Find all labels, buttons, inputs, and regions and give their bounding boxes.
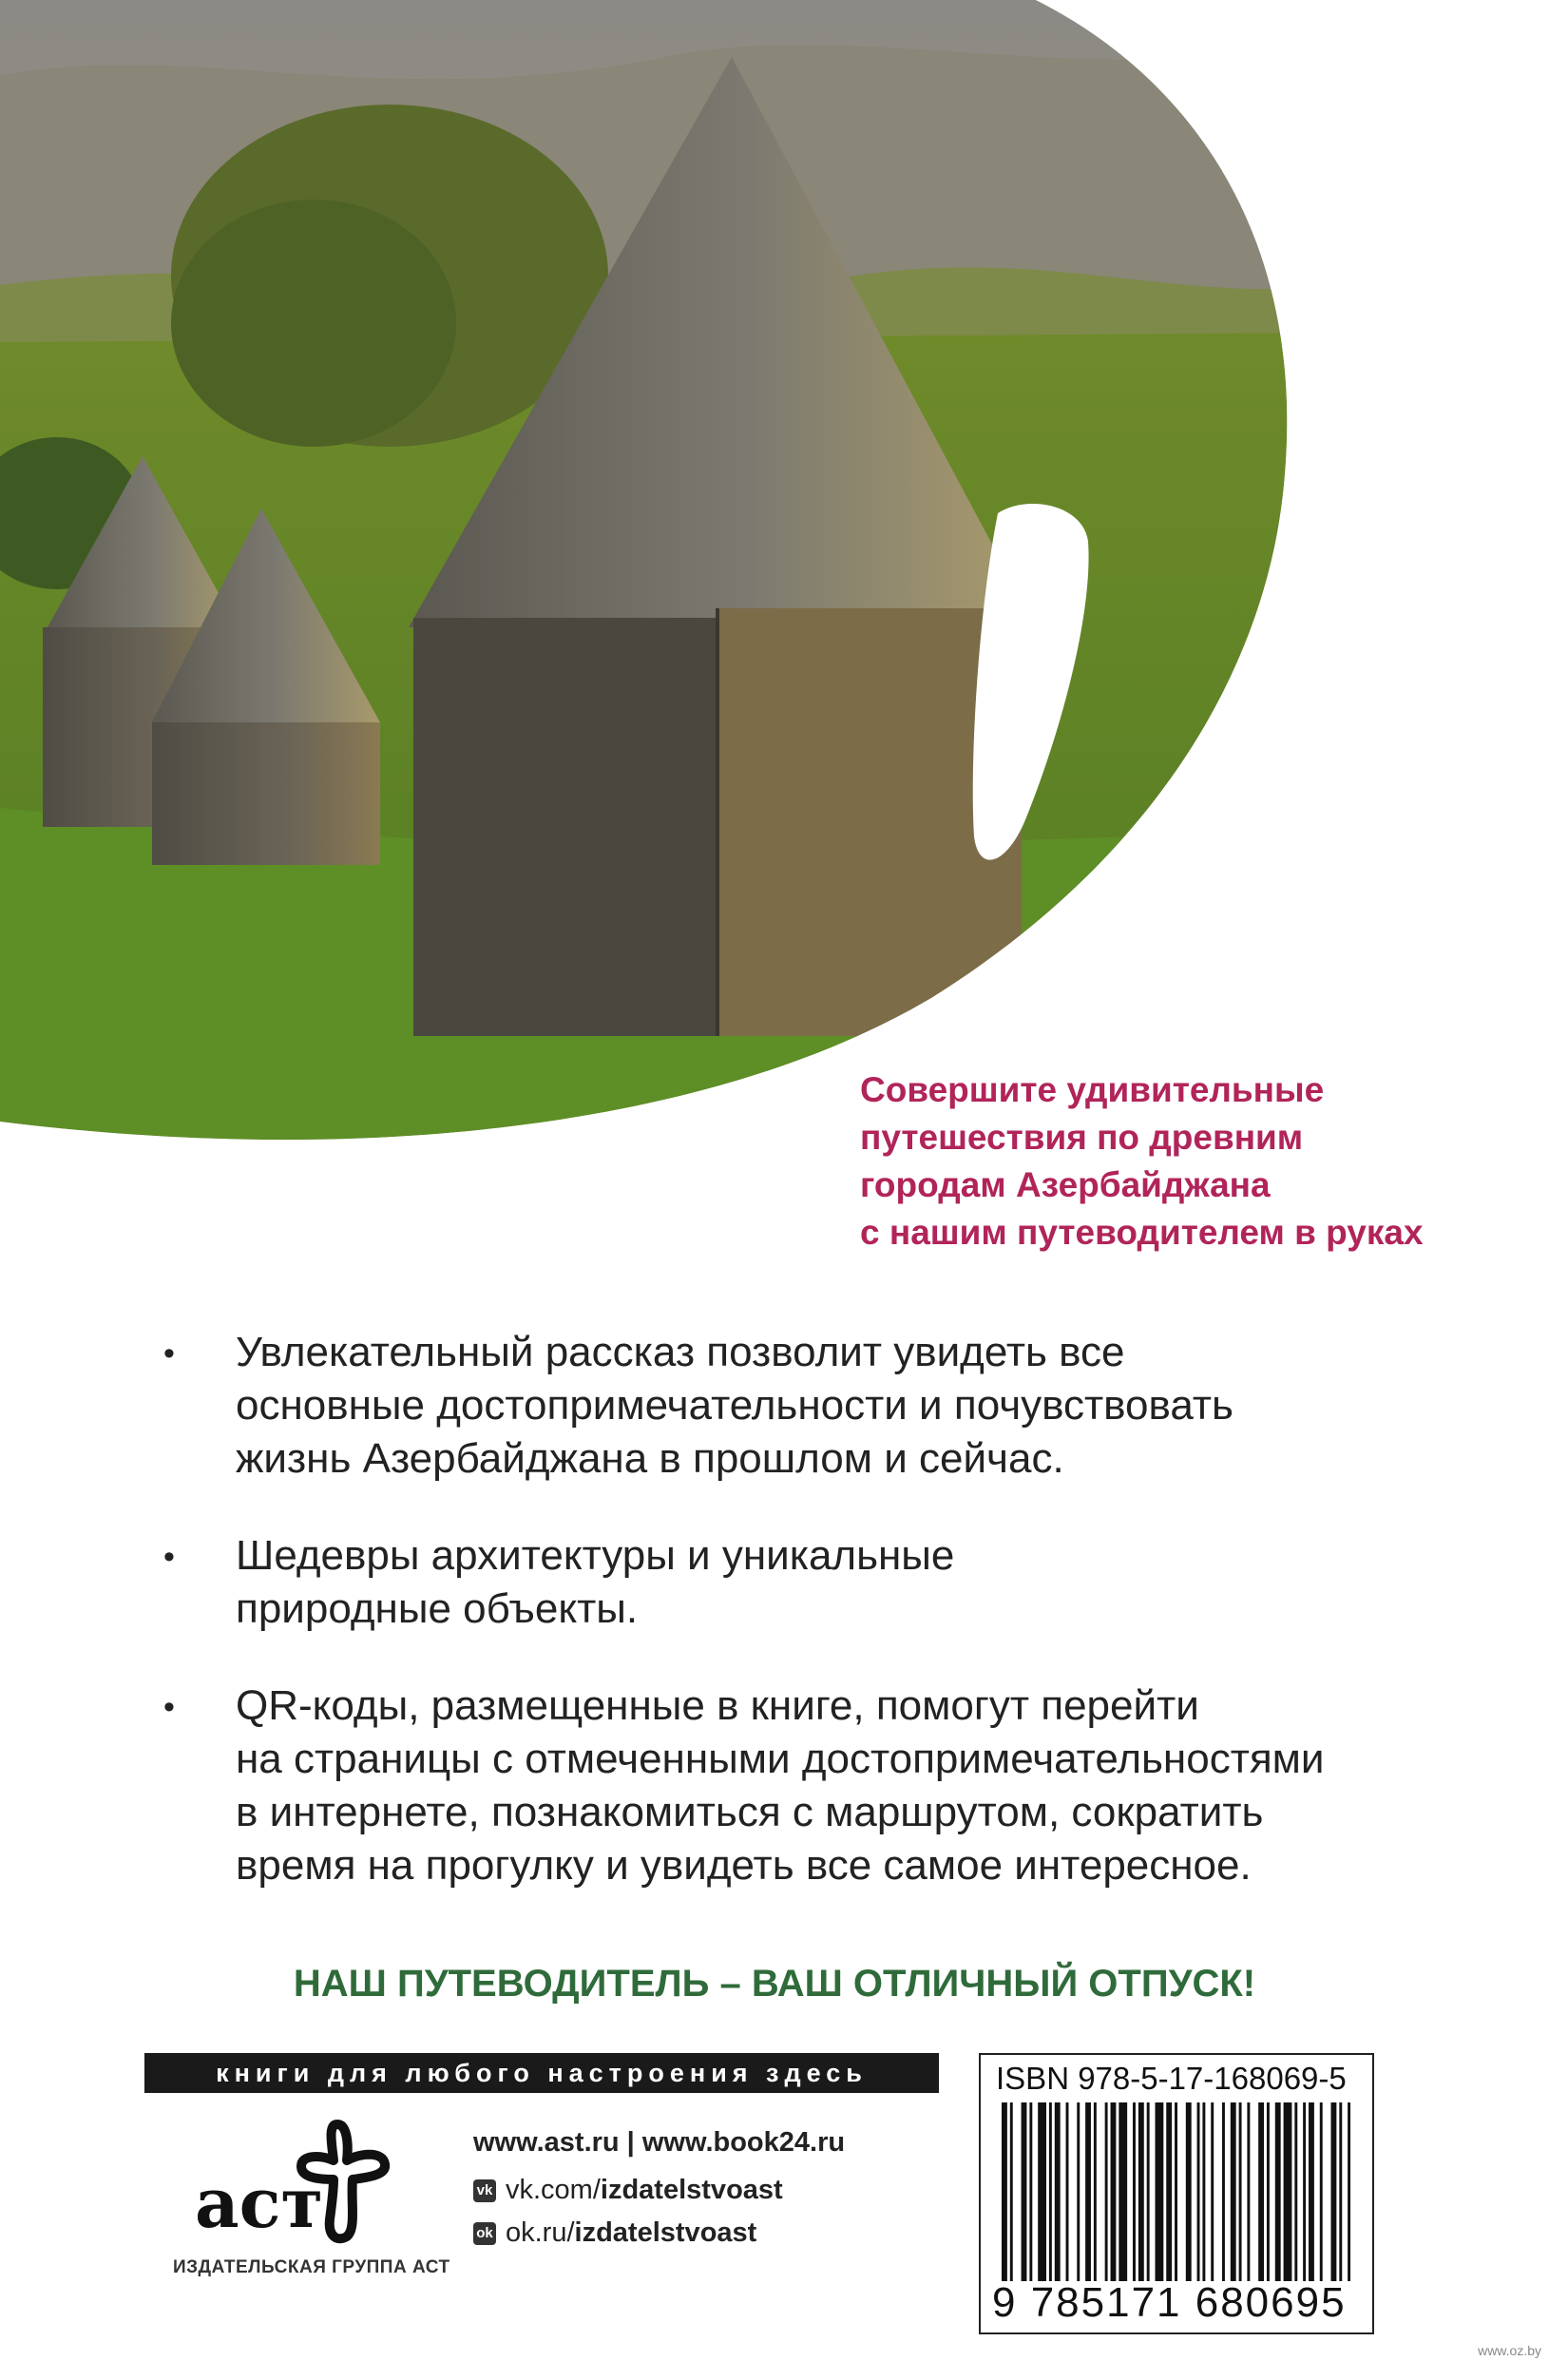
feature-item <box>163 1326 1513 1486</box>
social-link-ok[interactable] <box>473 2217 756 2249</box>
barcode-bar <box>1156 2102 1164 2281</box>
barcode-bar <box>1002 2102 1007 2281</box>
social-prefix: vk.com/ <box>506 2175 601 2205</box>
isbn-number: ISBN 978-5-17-168069-5 <box>996 2061 1347 2096</box>
social-link-vk[interactable] <box>473 2175 783 2206</box>
barcode-bar <box>1294 2102 1297 2281</box>
barcode-bar <box>1166 2102 1172 2281</box>
barcode-bar <box>1049 2102 1052 2281</box>
barcode-bar <box>1010 2102 1013 2281</box>
barcode-bar <box>1094 2102 1097 2281</box>
feature-text: QR-коды, размещенные в книге, помогут перейти <box>236 1682 1199 1729</box>
publisher-websites[interactable]: www.ast.ru | www.book24.ru <box>473 2127 846 2158</box>
barcode-bar <box>1231 2102 1236 2281</box>
barcode-bar <box>1222 2102 1225 2281</box>
social-handle: izdatelstvoast <box>574 2217 757 2248</box>
barcode-bar <box>1055 2102 1061 2281</box>
ean-number: 9 785171 680695 <box>992 2279 1347 2326</box>
feature-text: в интернете, познакомиться с маршрутом, сократить <box>236 1789 1264 1835</box>
ok-icon: ok <box>473 2222 496 2245</box>
barcode-bar <box>1147 2102 1150 2281</box>
barcode-bar <box>1258 2102 1264 2281</box>
barcode-bar <box>1085 2102 1091 2281</box>
barcode-bar <box>1077 2102 1080 2281</box>
ast-logo <box>195 2115 404 2248</box>
barcode-bar <box>1066 2102 1069 2281</box>
bullet-icon: • <box>163 1539 175 1575</box>
barcode-bar <box>1119 2102 1127 2281</box>
feature-text: время на прогулку и увидеть все самое интересное. <box>236 1842 1252 1889</box>
tagline-line: городам Азербайджана <box>860 1165 1271 1204</box>
barcode-bar <box>1267 2102 1270 2281</box>
barcode-bar <box>1186 2102 1192 2281</box>
barcode-bar <box>1303 2102 1306 2281</box>
tagline-line: путешествия по древним <box>860 1118 1304 1157</box>
bullet-icon: • <box>163 1689 175 1725</box>
barcode-bar <box>1175 2102 1177 2281</box>
barcode-bar <box>1284 2102 1292 2281</box>
barcode-bar <box>1331 2102 1337 2281</box>
barcode-bar <box>1105 2102 1108 2281</box>
barcode-bar <box>1111 2102 1117 2281</box>
barcode-bar <box>1275 2102 1281 2281</box>
social-prefix: ok.ru/ <box>506 2217 575 2248</box>
feature-list <box>163 1326 1513 1936</box>
tagline-line: Совершите удивительные <box>860 1070 1325 1109</box>
barcode-bar <box>1348 2102 1350 2281</box>
feature-text: природные объекты. <box>236 1585 639 1632</box>
watermark: www.oz.by <box>1478 2343 1541 2358</box>
barcode-bar <box>1339 2102 1342 2281</box>
barcode-bar <box>1309 2102 1314 2281</box>
barcode-bar <box>1239 2102 1242 2281</box>
tagline <box>860 1066 1525 1257</box>
feature-text: Увлекательный рассказ позволит увидеть все <box>236 1329 1125 1375</box>
feature-text: жизнь Азербайджана в прошлом и сейчас. <box>236 1435 1064 1482</box>
slogan: НАШ ПУТЕВОДИТЕЛЬ – ВАШ ОТЛИЧНЫЙ ОТПУСК! <box>293 1963 1256 2005</box>
barcode-bar <box>1038 2102 1046 2281</box>
barcode-bar <box>1022 2102 1027 2281</box>
barcode-bar <box>1133 2102 1136 2281</box>
logo-text: аст <box>195 2162 324 2243</box>
barcode-bar <box>1138 2102 1144 2281</box>
bullet-icon: • <box>163 1335 175 1372</box>
tagline-line: с нашим путеводителем в руках <box>860 1213 1424 1252</box>
feature-text: на страницы с отмеченными достопримечательностями <box>236 1736 1325 1782</box>
barcode-bar <box>1320 2102 1323 2281</box>
feature-item <box>163 1529 1513 1636</box>
social-handle: izdatelstvoast <box>600 2175 783 2205</box>
barcode-bar <box>1197 2102 1200 2281</box>
barcode-bar <box>1247 2102 1250 2281</box>
barcode-bar <box>1202 2102 1205 2281</box>
isbn-barcode <box>979 2053 1374 2334</box>
feature-item <box>163 1679 1513 1892</box>
mood-banner: книги для любого настроения здесь <box>144 2053 939 2093</box>
barcode-bar <box>1029 2102 1032 2281</box>
publisher-name: ИЗДАТЕЛЬСКАЯ ГРУППА АСТ <box>173 2257 450 2277</box>
barcode-bars <box>1002 2102 1353 2281</box>
barcode-bar <box>1211 2102 1214 2281</box>
feature-text: Шедевры архитектуры и уникальные <box>236 1532 955 1579</box>
vk-icon: vk <box>473 2179 496 2202</box>
feature-text: основные достопримечательности и почувствовать <box>236 1382 1233 1429</box>
